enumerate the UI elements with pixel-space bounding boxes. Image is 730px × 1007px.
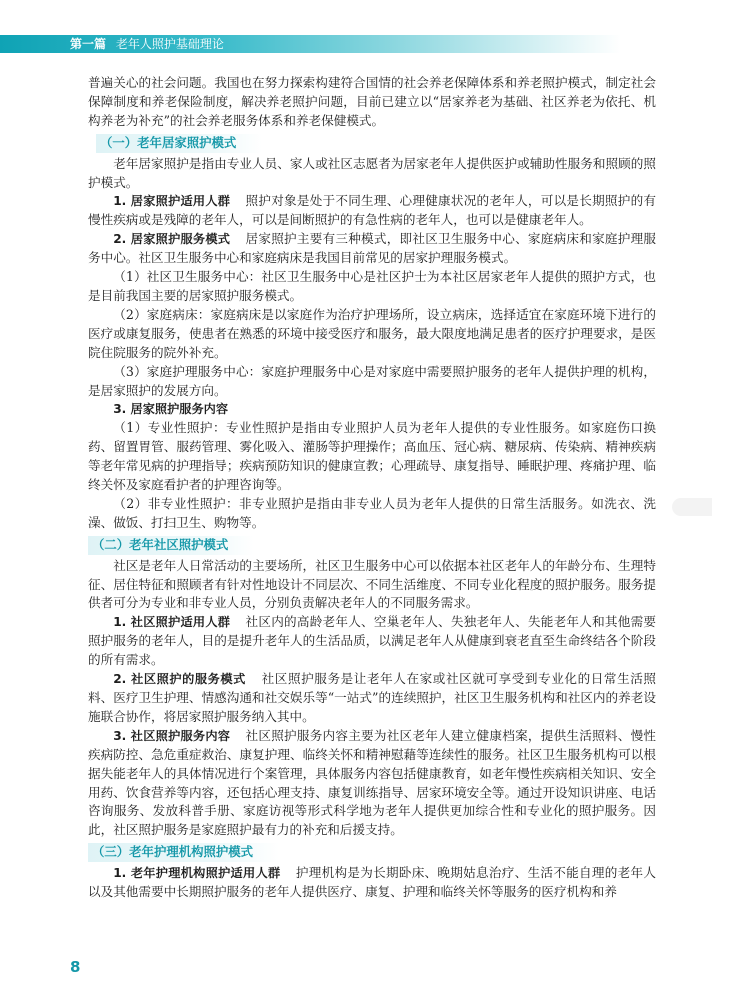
paragraph-lead <box>88 864 656 902</box>
header-chapter: 老年人照护基础理论 <box>115 37 224 51</box>
subheading: 2. 社区照护的服务模式 <box>113 672 246 687</box>
section-heading-text: （一）老年居家照护模式 <box>96 134 262 153</box>
paragraph-lead <box>88 192 656 230</box>
subheading: 1. 居家照护适用人群 <box>113 194 231 209</box>
paragraph-text: 社区照护服务是让老年人在家或社区就可享受到专业化的日常生活照料、医疗卫生护理、情感沟通和社交娱乐等“一站式”的连续照护，社区卫生服务机构和社区内的养老设施联合协作，将居家照护服务纳入其中。 <box>88 671 657 724</box>
subheading: 3. 社区照护服务内容 <box>113 728 231 743</box>
paragraph-text: 社区内的高龄老年人、空巢老年人、失独老年人、失能老年人和其他需要照护服务的老年人，目的是提升老年人的生活品质，以满足老年人从健康到衰老直至生命终结各个阶段的所有需求。 <box>88 614 656 668</box>
subheading: 2. 居家照护服务模式 <box>113 232 231 247</box>
page-number: 8 <box>70 958 81 976</box>
paragraph: 老年居家照护是指由专业人员、家人或社区志愿者为居家老年人提供医护或辅助性服务和照顾的照护模式。 <box>88 155 656 190</box>
body-text <box>88 74 656 902</box>
paragraph: 社区是老年人日常活动的主要场所，社区卫生服务中心可以依据本社区老年人的年龄分布、生理特征、居住特征和照顾者有针对性地设计不同层次、不同生活维度、不同专业化程度的照护服务。服务提供者可分为专业和非专业人员，分别负责解决老年人的不同服务需求。 <box>88 557 656 611</box>
paragraph-intro: 普遍关心的社会问题。我国也在努力探索构建符合国情的社会养老保障体系和养老照护模式，制定社会保障制度和养老保险制度，解决养老照护问题，目前已建立以“居家养老为基础、社区养老为依托、机构养老为补充”的社会养老服务体系和养老保健模式。 <box>88 75 656 128</box>
paragraph: （1）专业性照护：专业性照护是指由专业照护人员为老年人提供的专业性服务。如家庭伤口换药、留置胃管、服药管理、雾化吸入、灌肠等护理操作；高血压、冠心病、糖尿病、传染病、精神疾病等老年常见病的护理指导；疾病预防知识的健康宣教；心理疏导、康复指导、睡眠护理、疼痛护理、临终关怀及家庭看护者的护理咨询等。 <box>88 420 656 493</box>
paragraph-text: 照护对象是处于不同生理、心理健康状况的老年人，可以是长期照护的有慢性疾病或是残障的老年人，可以是间断照护的有急性病的老年人，也可以是健康老年人。 <box>88 193 656 228</box>
page-header <box>0 0 730 54</box>
subheading: 1. 社区照护适用人群 <box>113 615 231 630</box>
section-heading-home-care <box>96 134 656 153</box>
section-heading-text: （二）老年社区照护模式 <box>88 536 254 555</box>
subheading: 1. 老年护理机构照护适用人群 <box>113 866 281 881</box>
page-edge-tab <box>672 498 712 516</box>
paragraph-lead <box>88 400 656 419</box>
paragraph-lead <box>88 613 656 670</box>
paragraph-text: 居家照护主要有三种模式，即社区卫生服务中心、家庭病床和家庭护理服务中心。社区卫生服务中心和家庭病床是我国目前常见的居家护理服务模式。 <box>88 231 656 266</box>
paragraph-lead <box>88 670 656 727</box>
section-heading-text: （三）老年护理机构照护模式 <box>88 843 279 862</box>
section-heading-institution-care <box>88 843 656 862</box>
subheading: 3. 居家照护服务内容 <box>113 402 229 417</box>
paragraph: （3）家庭护理服务中心：家庭护理服务中心是对家庭中需要照护服务的老年人提供护理的机构，是居家照护的发展方向。 <box>88 363 656 398</box>
paragraph-text: 护理机构是为长期卧床、晚期姑息治疗、生活不能自理的老年人以及其他需要中长期照护服务的老年人提供医疗、康复、护理和临终关怀等服务的医疗机构和养 <box>88 865 657 900</box>
header-part: 第一篇 <box>70 37 107 51</box>
header-label <box>70 36 224 52</box>
paragraph-lead <box>88 727 656 840</box>
paragraph-text: 社区照护服务内容主要为社区老年人建立健康档案，提供生活照料、慢性疾病防控、急危重症救治、康复护理、临终关怀和精神慰藉等连续性的服务。社区卫生服务机构可以根据失能老年人的具体情况进行个案管理，具体服务内容包括健康教育，如老年慢性疾病相关知识、安全用药、饮食营养等内容，还包括心理支持、康复训练指导、居家环境安全等。通过开设知识讲座、电话咨询服务、发放科普手册、家庭访视等形式科学地为老年人提供更加综合性和专业化的照护服务。因此，社区照护服务是家庭照护最有力的补充和后援支持。 <box>88 727 656 838</box>
section-heading-community-care <box>88 536 656 555</box>
paragraph: （2）家庭病床：家庭病床是以家庭作为治疗护理场所，设立病床，选择适宜在家庭环境下进行的医疗或康复服务，使患者在熟悉的环境中接受医疗和服务，最大限度地满足患者的医疗护理要求，是医院住院服务的院外补充。 <box>88 306 656 360</box>
paragraph: （1）社区卫生服务中心：社区卫生服务中心是社区护士为本社区居家老年人提供的照护方式，也是目前我国主要的居家照护服务模式。 <box>88 269 656 303</box>
paragraph: （2）非专业性照护：非专业照护是指由非专业人员为老年人提供的日常生活服务。如洗衣、洗澡、做饭、打扫卫生、购物等。 <box>88 495 656 530</box>
paragraph-lead <box>88 230 656 268</box>
